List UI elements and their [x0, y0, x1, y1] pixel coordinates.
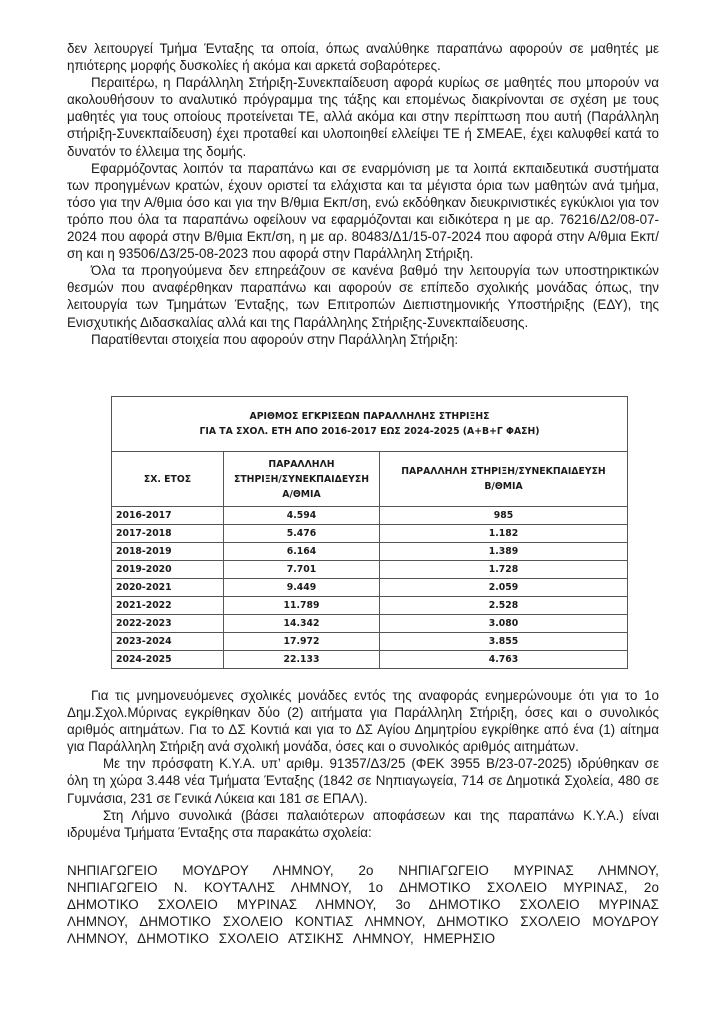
- schools-list: ΝΗΠΙΑΓΩΓΕΙΟ ΜΟΥΔΡΟΥ ΛΗΜΝΟΥ, 2ο ΝΗΠΙΑΓΩΓΕΙΟ ΜΥΡΙΝΑΣ ΛΗΜΝΟΥ, ΝΗΠΙΑΓΩΓΕΙΟ Ν. ΚΟΥΤΑΛΗΣ ΛΗΜΝΟΥ, 1ο ΔΗΜΟΤΙΚΟ ΣΧΟΛΕΙΟ ΜΥΡΙΝΑΣ, 2ο ΔΗΜΟΤΙΚΟ ΣΧΟΛΕΙΟ ΜΥΡΙΝΑΣ ΛΗΜΝΟΥ, 3ο ΔΗΜΟΤΙΚΟ ΣΧΟΛΕΙΟ ΜΥΡΙΝΑΣ ΛΗΜΝΟΥ, ΔΗΜΟΤΙΚΟ ΣΧΟΛΕΙΟ ΚΟΝΤΙΑΣ ΛΗΜΝΟΥ, ΔΗΜΟΤΙΚΟ ΣΧΟΛΕΙΟ ΜΟΥΔΡΟΥ ΛΗΜΝΟΥ, ΔΗΜΟΤΙΚΟ ΣΧΟΛΕΙΟ ΑΤΣΙΚΗΣ ΛΗΜΝΟΥ, ΗΜΕΡΗΣΙΟ: [67, 862, 659, 947]
- cell-secondary: 3.080: [380, 615, 628, 633]
- cell-secondary: 1.728: [380, 561, 628, 579]
- cell-primary: 4.594: [224, 507, 380, 525]
- cell-primary: 17.972: [224, 633, 380, 651]
- cell-year: 2018-2019: [112, 543, 224, 561]
- header-primary-line-3: Α/ΘΜΙΑ: [282, 488, 321, 500]
- header-primary-line-2: ΣΤΗΡΙΞΗ/ΣΥΝΕΚΠΑΙΔΕΥΣΗ: [233, 473, 370, 485]
- cell-year: 2016-2017: [112, 507, 224, 525]
- cell-secondary: 2.528: [380, 597, 628, 615]
- header-primary-line-1: ΠΑΡΑΛΛΗΛΗ: [268, 458, 335, 470]
- table-row: [112, 543, 628, 561]
- header-secondary-line-2: Β/ΘΜΙΑ: [484, 481, 523, 492]
- cell-primary: 6.164: [224, 543, 380, 561]
- document-body-top: [67, 40, 659, 348]
- cell-primary: 14.342: [224, 615, 380, 633]
- cell-secondary: 1.182: [380, 525, 628, 543]
- document-body-bottom: [67, 687, 659, 947]
- paragraph-school-approvals: Για τις μνημονευόμενες σχολικές μονάδες εντός της αναφοράς ενημερώνουμε ότι για το 1ο Δημ.Σχολ.Μύρινας εγκρίθηκαν δύο (2) αιτήματα για Παράλληλη Στήριξη, όσες και ο συνολικός αριθμός αιτημάτων. Για το ΔΣ Κοντιά και για το ΔΣ Αγίου Δημητρίου εγκρίθηκε από ένα (1) αίτημα για Παράλληλη Στήριξη ανά σχολική μονάδα, όσες και ο συνολικός αριθμός αιτημάτων.: [67, 688, 659, 755]
- table-row: [112, 507, 628, 525]
- header-school-year: ΣΧ. ΕΤΟΣ: [112, 452, 224, 507]
- table-title-row: [112, 397, 628, 452]
- table-row: [112, 579, 628, 597]
- table-row: [112, 615, 628, 633]
- cell-secondary: 3.855: [380, 633, 628, 651]
- cell-year: 2020-2021: [112, 579, 224, 597]
- header-primary: [224, 452, 380, 507]
- cell-primary: 5.476: [224, 525, 380, 543]
- cell-secondary: 985: [380, 507, 628, 525]
- cell-year: 2024-2025: [112, 651, 224, 669]
- cell-primary: 11.789: [224, 597, 380, 615]
- table-row: [112, 633, 628, 651]
- cell-secondary: 1.389: [380, 543, 628, 561]
- paragraph-support-institutions: Όλα τα προηγούμενα δεν επηρεάζουν σε κανένα βαθμό την λειτουργία των υποστηρικτικών θεσμών που αναφέρθηκαν παραπάνω και αφορούν σε επίπεδο σχολικής μονάδας όπως, την λειτουργία των Τμημάτων Ένταξης, των Επιτροπών Διεπιστημονικής Υποστήριξης (ΕΔΥ), της Ενισχυτικής Διδασκαλίας αλλά και της Παράλληλης Στήριξης-Συνεκπαίδευσης.: [67, 263, 659, 330]
- cell-year: 2017-2018: [112, 525, 224, 543]
- cell-secondary: 2.059: [380, 579, 628, 597]
- paragraph-lemnos-intro: Στη Λήμνο συνολικά (βάσει παλαιότερων αποφάσεων και της παραπάνω Κ.Υ.Α.) είναι ιδρυμένα Τμήματα Ένταξης στα παρακάτω σχολεία:: [67, 807, 659, 840]
- table-title-line-2: ΓΙΑ ΤΑ ΣΧΟΛ. ΕΤΗ ΑΠΟ 2016-2017 ΕΩΣ 2024-2025 (Α+Β+Γ ΦΑΣΗ): [199, 426, 540, 437]
- cell-primary: 7.701: [224, 561, 380, 579]
- cell-secondary: 4.763: [380, 651, 628, 669]
- paragraph-continuation: δεν λειτουργεί Τμήμα Ένταξης τα οποία, όπως αναλύθηκε παραπάνω αφορούν σε μαθητές με ηπιότερης μορφής δυσκολίες ή ακόμα και αρκετά σοβαρότερες.: [67, 41, 659, 74]
- cell-year: 2019-2020: [112, 561, 224, 579]
- table-header-row: [112, 452, 628, 507]
- table-title-line-1: ΑΡΙΘΜΟΣ ΕΓΚΡΙΣΕΩΝ ΠΑΡΑΛΛΗΛΗΣ ΣΤΗΡΙΞΗΣ: [249, 411, 490, 422]
- header-secondary: [380, 452, 628, 507]
- cell-year: 2022-2023: [112, 615, 224, 633]
- paragraph-parallel-support: Περαιτέρω, η Παράλληλη Στήριξη-Συνεκπαίδευση αφορά κυρίως σε μαθητές που μπορούν να ακολουθήσουν το αναλυτικό πρόγραμμα της τάξης και επομένως διακρίνονται σε σχέση με τους μαθητές για τους οποίους προτείνεται ΤΕ, αλλά ακόμα και στην περίπτωση που αυτή (Παράλληλη στήριξη-Συνεκπαίδευση) έχει προταθεί και υλοποιηθεί ελλείψει ΤΕ ή ΣΜΕΑΕ, έχει καλυφθεί κατά το δυνατόν το έλλειμα της δομής.: [67, 75, 659, 159]
- paragraph-kya-decision: Με την πρόσφατη Κ.Υ.Α. υπ’ αριθμ. 91357/Δ3/25 (ΦΕΚ 3955 Β/23-07-2025) ιδρύθηκαν σε όλη τη χώρα 3.448 νέα Τμήματα Ένταξης (1842 σε Νηπιαγωγεία, 714 σε Δημοτικά Σχολεία, 480 σε Γυμνάσια, 231 σε Γενικά Λύκεια και 181 σε ΕΠΑΛ).: [67, 756, 659, 806]
- table-row: [112, 651, 628, 669]
- table-title: [112, 397, 628, 452]
- cell-year: 2023-2024: [112, 633, 224, 651]
- header-secondary-line-1: ΠΑΡΑΛΛΗΛΗ ΣΤΗΡΙΞΗ/ΣΥΝΕΚΠΑΙΔΕΥΣΗ: [401, 466, 606, 477]
- cell-primary: 9.449: [224, 579, 380, 597]
- cell-year: 2021-2022: [112, 597, 224, 615]
- cell-primary: 22.133: [224, 651, 380, 669]
- table-row: [112, 561, 628, 579]
- table-row: [112, 525, 628, 543]
- approvals-table-container: [111, 396, 628, 669]
- paragraph-table-intro: Παρατίθενται στοιχεία που αφορούν στην Παράλληλη Στήριξη:: [91, 331, 459, 347]
- approvals-table: [111, 396, 628, 669]
- table-row: [112, 597, 628, 615]
- paragraph-implementation: Εφαρμόζοντας λοιπόν τα παραπάνω και σε εναρμόνιση με τα λοιπά εκπαιδευτικά συστήματα των προηγμένων κρατών, έχουν οριστεί τα ελάχιστα και τα μέγιστα όρια των μαθητών ανά τμήμα, τόσο για την Α/θμια όσο και για την Β/θμια Εκπ/ση, ενώ εκδόθηκαν διευκρινιστικές εγκύκλιοι για τον τρόπο που όλα τα παραπάνω οφείλουν να εφαρμόζονται και ειδικότερα η με αρ. 76216/Δ2/08-07-2024 που αφορά στην Β/θμια Εκπ/ση, η με αρ. 80483/Δ1/15-07-2024 που αφορά στην Α/θμια Εκπ/ση και η 93506/Δ3/25-08-2023 που αφορά στην Παράλληλη Στήριξη.: [67, 160, 659, 262]
